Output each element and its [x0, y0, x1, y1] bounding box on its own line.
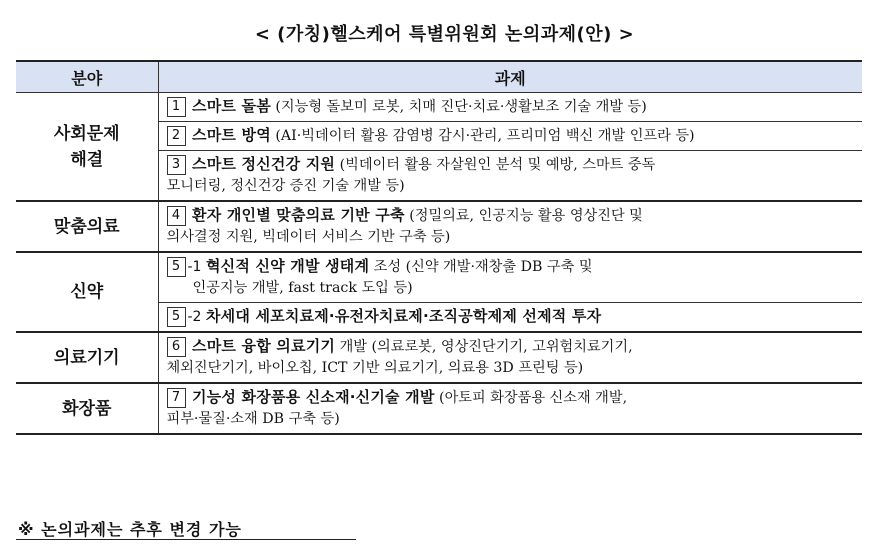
category-label: 사회문제	[53, 123, 120, 144]
category-cell	[16, 332, 158, 383]
task-number-box: 5	[167, 307, 186, 327]
task-header: 과제	[158, 61, 862, 93]
category-cell	[16, 252, 158, 332]
task-title: 기능성 화장품용 신소재·신기술 개발	[192, 388, 435, 406]
table-row	[16, 201, 862, 252]
task-title: 스마트 융합 의료기기	[192, 337, 336, 355]
task-cell	[158, 93, 862, 122]
task-number-box: 4	[167, 206, 186, 226]
task-detail: (지능형 돌보미 로봇, 치매 진단·치료·생활보조 기술 개발 등)	[270, 99, 647, 115]
task-cell	[158, 383, 862, 434]
task-line	[167, 96, 863, 118]
task-detail-continued: 체외진단기기, 바이오칩, ICT 기반 의료기기, 의료용 3D 프린팅 등)	[166, 360, 584, 376]
table-row	[16, 383, 862, 434]
task-title: 스마트 돌봄	[192, 97, 271, 115]
table-row	[16, 93, 862, 122]
task-line	[167, 306, 863, 328]
task-line	[167, 336, 863, 358]
task-number-box: 5	[167, 257, 186, 277]
task-sub-number: -1	[187, 259, 202, 275]
task-detail: 개발 (의료로봇, 영상진단기기, 고위험치료기기,	[335, 339, 633, 355]
task-detail-continued: 피부·물질·소재 DB 구축 등)	[166, 411, 340, 427]
task-sub-number: -2	[187, 309, 202, 325]
task-detail: (빅데이터 활용 자살원인 분석 및 예방, 스마트 중독	[335, 157, 656, 173]
task-line	[167, 256, 863, 278]
task-number-box: 6	[167, 337, 186, 357]
task-cell	[158, 201, 862, 252]
task-line	[167, 125, 863, 147]
task-number-box: 2	[167, 126, 186, 146]
category-cell	[16, 93, 158, 202]
task-line	[167, 154, 863, 176]
task-title: 스마트 정신건강 지원	[192, 155, 336, 173]
category-label: 의료기기	[53, 347, 120, 368]
task-cell	[158, 151, 862, 202]
category-label: 해결	[70, 149, 104, 170]
task-table	[16, 60, 862, 435]
task-line	[167, 205, 863, 227]
category-label: 맞춤의료	[53, 216, 120, 237]
task-detail-continued: 의사결정 지원, 빅데이터 서비스 기반 구축 등)	[166, 229, 451, 245]
task-cell	[158, 332, 862, 383]
task-title: 스마트 방역	[192, 126, 271, 144]
page-title: < (가칭)헬스케어 특별위원회 논의과제(안) >	[254, 24, 635, 45]
table-header-row	[16, 61, 862, 93]
task-detail: 조성 (신약 개발·재창출 DB 구축 및	[369, 259, 593, 275]
task-detail: (정밀의료, 인공지능 활용 영상진단 및	[404, 208, 643, 224]
category-label: 신약	[70, 282, 104, 302]
task-title: 차세대 세포치료제·유전자치료제·조직공학제제 선제적 투자	[205, 307, 602, 325]
task-title: 환자 개인별 맞춤의료 기반 구축	[192, 206, 405, 224]
task-detail: (AI·빅데이터 활용 감염병 감시·관리, 프리미엄 백신 개발 인프라 등)	[270, 128, 695, 144]
task-number-box: 1	[167, 97, 186, 117]
task-detail-continued: 인공지능 개발, fast track 도입 등)	[192, 280, 413, 296]
footnote: ※ 논의과제는 추후 변경 가능	[18, 520, 242, 539]
category-cell	[16, 383, 158, 434]
category-label: 화장품	[62, 398, 112, 419]
task-number-box: 3	[167, 155, 186, 175]
task-cell	[158, 303, 862, 333]
task-detail: (아토피 화장품용 신소재 개발,	[434, 390, 628, 406]
task-cell	[158, 122, 862, 151]
table-row	[16, 332, 862, 383]
task-title: 혁신적 신약 개발 생태계	[205, 257, 370, 275]
category-header: 분야	[16, 61, 158, 93]
task-detail-continued: 모니터링, 정신건강 증진 기술 개발 등)	[166, 178, 405, 194]
footnote-underline	[16, 539, 356, 540]
task-line	[167, 387, 863, 409]
task-cell	[158, 252, 862, 303]
table-row	[16, 252, 862, 303]
category-cell	[16, 201, 158, 252]
task-number-box: 7	[167, 388, 186, 408]
table-body	[16, 93, 862, 435]
